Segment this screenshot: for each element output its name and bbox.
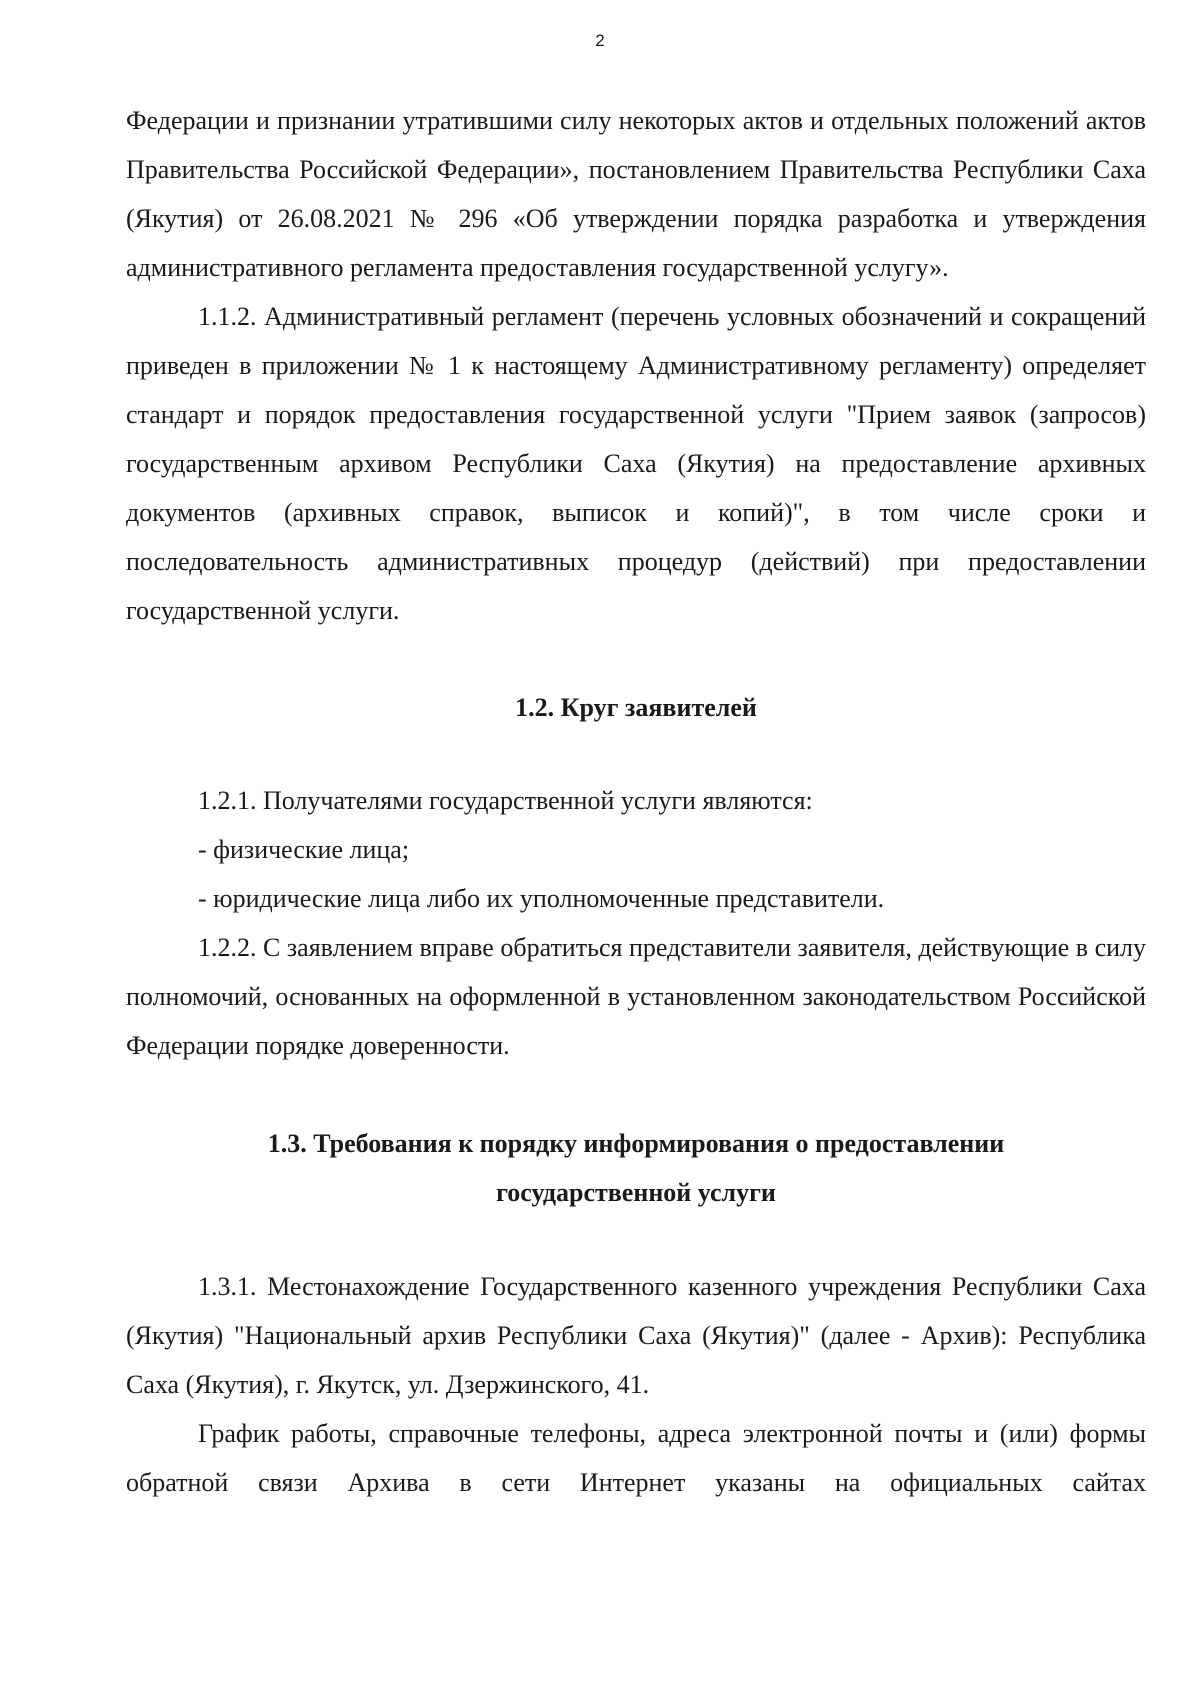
section-heading-1-3 xyxy=(126,1119,1146,1217)
paragraph-1-2-2: 1.2.2. С заявлением вправе обратиться представители заявителя, действующие в силу полномочий, основанных на оформленной в установленном законодательством Российской Федерации порядке доверенности. xyxy=(126,933,1146,1060)
list-item-individuals: - физические лица; xyxy=(198,835,410,864)
section-heading-1-3-line-2: государственной услуги xyxy=(496,1178,776,1207)
paragraph-1-3-1: 1.3.1. Местонахождение Государственного казенного учреждения Республики Саха (Якутия) "Национальный архив Республики Саха (Якутия)" (далее - Архив): Республика Саха (Якутия), г. Якутск, ул. Дзержинского, 41. xyxy=(126,1272,1146,1399)
paragraph-1-2-1: 1.2.1. Получателями государственной услуги являются: xyxy=(198,786,813,815)
paragraph-schedule: График работы, справочные телефоны, адреса электронной почты и (или) формы обратной связи Архива в сети Интернет указаны на официальных сайтах xyxy=(126,1419,1146,1497)
section-heading-1-3-line-1: 1.3. Требования к порядку информирования о предоставлении xyxy=(267,1129,1005,1158)
document-body xyxy=(126,96,1146,1507)
page-number: 2 xyxy=(595,31,605,50)
paragraph-1-1-2: 1.1.2. Административный регламент (перечень условных обозначений и сокращений приведен в приложении № 1 к настоящему Административному регламенту) определяет стандарт и порядок предоставления государственной услуги "Прием заявок (запросов) государственным архивом Республики Саха (Якутия) на предоставление архивных документов (архивных справок, выписок и копий)", в том числе сроки и последовательность административных процедур (действий) при предоставлении государственной услуги. xyxy=(126,302,1146,625)
paragraph-continuation: Федерации и признании утратившими силу некоторых актов и отдельных положений актов Правительства Российской Федерации», постановлением Правительства Республики Саха (Якутия) от 26.08.2021 № 296 «Об утверждении порядка разработка и утверждения административного регламента предоставления государственной услугу». xyxy=(126,106,1146,282)
section-heading-1-2: 1.2. Круг заявителей xyxy=(515,693,757,722)
list-item-legal-entities: - юридические лица либо их уполномоченные представители. xyxy=(198,884,885,913)
